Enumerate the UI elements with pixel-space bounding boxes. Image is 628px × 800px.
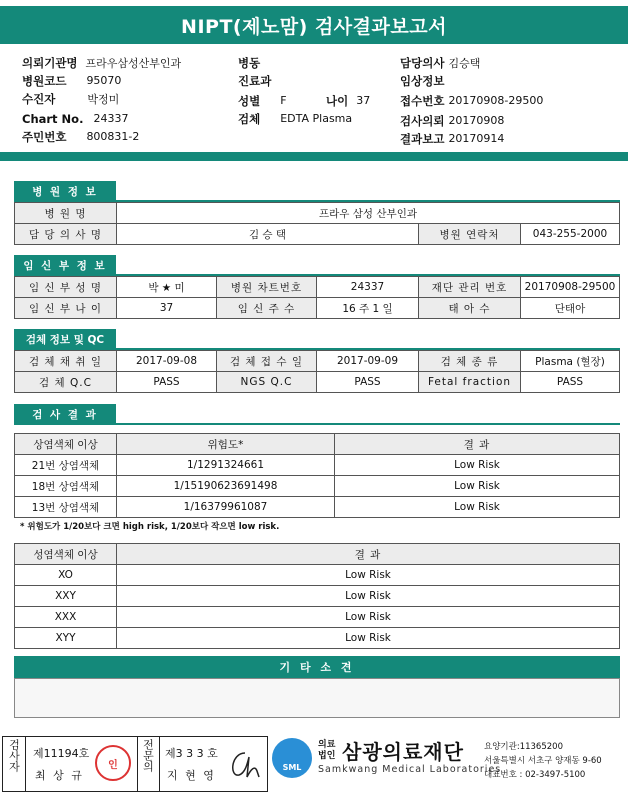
report-value: 20170914	[448, 132, 505, 145]
report-footer	[0, 736, 628, 794]
autosome-results-table	[14, 433, 620, 518]
specimen-receive-value: 2017-09-09	[317, 351, 419, 372]
hospital-label: 의뢰기관명	[22, 55, 78, 70]
receipt-label: 접수번호	[400, 93, 445, 108]
resident-label: 주민번호	[22, 129, 67, 144]
code-value: 95070	[86, 74, 122, 87]
hospital-name-value: 프라우 삼성 산부인과	[117, 203, 620, 224]
header-divider	[0, 152, 628, 161]
pregnant-fetus-value: 단태아	[521, 298, 620, 319]
specialist-name: 지 현 영	[167, 769, 216, 782]
resident-value: 800831-2	[86, 130, 140, 143]
risk-footnote: * 위험도가 1/20보다 크면 high risk, 1/20보다 작으면 low risk.	[20, 522, 280, 532]
specimen-collect-label: 검 체 채 취 일	[15, 351, 117, 372]
signature-box	[2, 736, 268, 792]
doctor-value: 김승택	[448, 56, 481, 70]
results-section-title: 검 사 결 과	[32, 408, 98, 421]
table-row	[15, 607, 620, 628]
hospital-name-label: 병 원 명	[15, 203, 117, 224]
report-title-bar	[0, 6, 628, 44]
hospital-table	[14, 202, 620, 245]
org-phone: 대표번호 : 02-3497-5100	[484, 770, 586, 780]
chart-value: 24337	[93, 112, 129, 125]
other-findings-box	[14, 678, 620, 718]
hospital-section-title: 병 원 정 보	[32, 185, 98, 198]
hospital-doctor-value: 김 승 택	[117, 224, 419, 245]
patient-value: 박정미	[87, 92, 120, 106]
specimen-qc-value: PASS	[117, 372, 217, 393]
sml-logo-text: SML	[282, 763, 302, 772]
autosome-name: 21번 상염색체	[15, 455, 117, 476]
pregnant-table	[14, 276, 620, 319]
other-findings-title: 기 타 소 견	[279, 661, 355, 674]
pregnant-foundation-label: 재단 관리 번호	[419, 277, 521, 298]
request-label: 검사의뢰	[400, 113, 445, 128]
pregnant-age-label: 임 신 부 나 이	[15, 298, 117, 319]
org-type	[318, 740, 335, 762]
clinical-label: 임상정보	[400, 73, 445, 88]
pregnant-age-value: 37	[117, 298, 217, 319]
sex-result: Low Risk	[117, 607, 620, 628]
specimen-ngs-value: PASS	[317, 372, 419, 393]
hospital-value: 프라우삼성산부인과	[85, 56, 182, 70]
results-section-line	[14, 423, 620, 425]
pregnant-chart-label: 병원 차트번호	[217, 277, 317, 298]
specimen-fetal-value: PASS	[521, 372, 620, 393]
specialist-label	[139, 739, 157, 775]
specimen-collect-value: 2017-09-08	[117, 351, 217, 372]
autosome-risk: 1/15190623691498	[117, 476, 335, 497]
hospital-contact-value: 043-255-2000	[521, 224, 620, 245]
sex-header-result: 결 과	[117, 544, 620, 565]
sex-chromosome-table	[14, 543, 620, 649]
sex-name: XXX	[15, 607, 117, 628]
specimen-receive-label: 검 체 접 수 일	[217, 351, 317, 372]
autosome-result: Low Risk	[335, 455, 620, 476]
hospital-section-tab	[14, 181, 116, 201]
pregnant-name-value: 박 ★ 미	[117, 277, 217, 298]
specimen-value: EDTA Plasma	[280, 112, 353, 125]
sex-result: Low Risk	[117, 565, 620, 586]
ward-label: 병동	[238, 55, 261, 70]
sex-name: XO	[15, 565, 117, 586]
pregnant-foundation-value: 20170908-29500	[521, 277, 620, 298]
autosome-name: 18번 상염색체	[15, 476, 117, 497]
inspector-label	[5, 739, 23, 775]
pregnant-section-tab	[14, 255, 116, 275]
age-label: 나이	[326, 93, 349, 108]
sex-label: 성별	[238, 93, 261, 108]
pregnant-weeks-label: 임 신 주 수	[217, 298, 317, 319]
organization-name: 삼광의료재단	[342, 740, 464, 764]
pregnant-fetus-label: 태 아 수	[419, 298, 521, 319]
table-row	[15, 476, 620, 497]
autosome-header-result: 결 과	[335, 434, 620, 455]
other-findings-header	[14, 656, 620, 678]
sex-name: XYY	[15, 628, 117, 649]
organization-info	[484, 740, 602, 782]
sex-result: Low Risk	[117, 586, 620, 607]
age-value: 37	[356, 94, 371, 107]
autosome-header-name: 상염색체 이상	[15, 434, 117, 455]
table-row	[15, 628, 620, 649]
autosome-result: Low Risk	[335, 476, 620, 497]
org-type-line-1: 의료	[318, 740, 336, 750]
specimen-fetal-label: Fetal fraction	[419, 372, 521, 393]
org-address: 서울특별시 서초구 양재동 9-60	[484, 756, 602, 766]
autosome-risk: 1/1291324661	[117, 455, 335, 476]
sex-result: Low Risk	[117, 628, 620, 649]
autosome-name: 13번 상염색체	[15, 497, 117, 518]
sex-header-name: 성염색체 이상	[15, 544, 117, 565]
table-row	[15, 497, 620, 518]
pregnant-name-label: 임 신 부 성 명	[15, 277, 117, 298]
specimen-type-label: 검 체 종 류	[419, 351, 521, 372]
autosome-result: Low Risk	[335, 497, 620, 518]
divider	[137, 737, 138, 791]
request-value: 20170908	[448, 114, 505, 127]
divider	[159, 737, 160, 791]
seal-stamp	[95, 745, 131, 781]
hospital-contact-label: 병원 연락처	[419, 224, 521, 245]
specimen-section-tab	[14, 329, 116, 349]
sex-name: XXY	[15, 586, 117, 607]
org-code: 요양기관:11365200	[484, 742, 563, 752]
sex-value: F	[280, 94, 287, 107]
specimen-label: 검체	[238, 111, 261, 126]
inspector-label-text: 검사자	[7, 739, 21, 772]
specialist-label-text: 전문의	[141, 739, 155, 772]
autosome-header-risk: 위험도*	[117, 434, 335, 455]
table-row	[15, 565, 620, 586]
specimen-section-title: 검체 정보 및 QC	[25, 333, 105, 346]
seal-text: 인	[108, 759, 118, 771]
results-section-tab	[14, 404, 116, 424]
patient-label: 수진자	[22, 91, 56, 106]
table-row	[15, 586, 620, 607]
autosome-risk: 1/16379961087	[117, 497, 335, 518]
specimen-type-value: Plasma (혈장)	[521, 351, 620, 372]
signature-mark	[225, 747, 263, 783]
report-header-info	[0, 48, 628, 152]
specimen-qc-label: 검 체 Q.C	[15, 372, 117, 393]
organization-english-name: Samkwang Medical Laboratories	[318, 764, 502, 775]
specimen-ngs-label: NGS Q.C	[217, 372, 317, 393]
specialist-license: 제3 3 3 호	[165, 747, 218, 760]
divider	[25, 737, 26, 791]
specimen-table	[14, 350, 620, 393]
sml-logo	[272, 738, 312, 778]
table-row	[15, 455, 620, 476]
inspector-name: 최 상 규	[35, 769, 84, 782]
report-title: NIPT(제노맘) 검사결과보고서	[181, 15, 447, 38]
chart-label: Chart No.	[22, 111, 84, 126]
dept-label: 진료과	[238, 73, 272, 88]
receipt-value: 20170908-29500	[448, 94, 544, 107]
hospital-doctor-label: 담 당 의 사 명	[15, 224, 117, 245]
report-label: 결과보고	[400, 131, 445, 146]
pregnant-chart-value: 24337	[317, 277, 419, 298]
pregnant-weeks-value: 16 주 1 일	[317, 298, 419, 319]
doctor-label: 담당의사	[400, 55, 445, 70]
code-label: 병원코드	[22, 73, 67, 88]
org-type-line-2: 법인	[318, 751, 336, 761]
pregnant-section-title: 임 신 부 정 보	[23, 259, 107, 272]
inspector-license: 제11194호	[33, 747, 90, 760]
